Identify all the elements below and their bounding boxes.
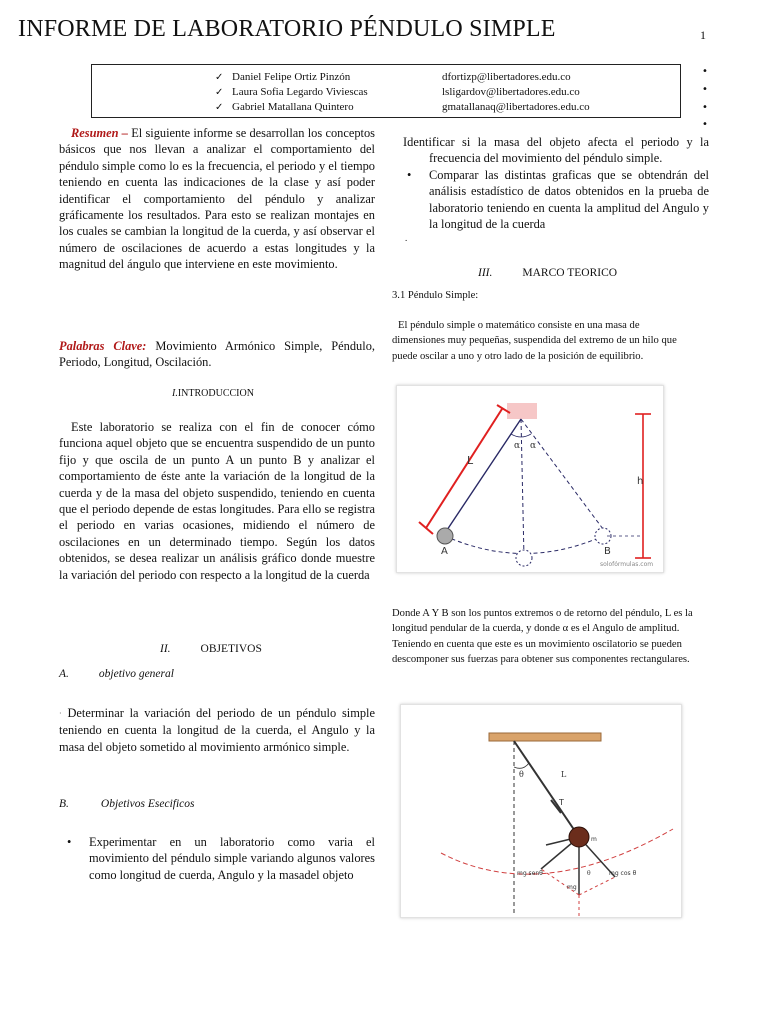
keywords-paragraph <box>59 338 375 371</box>
label-T: T <box>559 798 564 807</box>
label-mg: mg <box>567 884 577 891</box>
abstract-text: El siguiente informe se desarrollan los conceptos básicos que nos llevan a analizar el comportamiento del péndulo simple como lo es la frecuencia, el periodo y el tiempo teniendo en cuenta las indicaciones de la clase y así poder identificar el comportamiento del péndulo y analizar gráficamente los resultados. Para esto se realizan montajes en los cuales se cambian la longitud de la cuerda, y así observar el número de oscilaciones de acuerdo a estas longitudes y la magnitud del ángulo que interviene en este movimiento. <box>59 126 375 272</box>
trajectory-arc <box>441 829 673 874</box>
list-item: Identificar si la masa del objeto afecta el periodo y la frecuencia del movimiento del péndulo simple. <box>403 135 709 166</box>
length-tick <box>419 522 433 534</box>
author-name: Daniel Felipe Ortiz Pinzón <box>232 71 351 83</box>
keywords-label: Palabras Clave: <box>59 339 147 353</box>
section-heading-objectives: II. OBJETIVOS <box>160 643 262 655</box>
general-objective-text: · Determinar la variación del periodo de un péndulo simple teniendo en cuenta la longitud de la cuerda, el Angulo y la masa del objeto sometido al movimiento armónico simple. <box>59 706 375 754</box>
pendulum-svg <box>397 386 663 572</box>
label-theta: θ <box>587 870 591 877</box>
author-email: gmatallanaq@libertadores.edu.co <box>442 101 590 113</box>
pendulum-string <box>514 741 579 837</box>
author-email: lsligardov@libertadores.edu.co <box>442 86 580 98</box>
bullet-mark: • <box>702 84 708 95</box>
pendulum-string-dashed <box>521 419 603 529</box>
label-L: L <box>561 770 567 779</box>
author-name: Gabriel Matallana Quintero <box>232 101 354 113</box>
credit-text: solofórmulas.com <box>600 561 654 568</box>
force-diagram <box>400 704 682 918</box>
label-h: h <box>637 476 644 487</box>
label-A: A <box>441 546 448 557</box>
introduction-paragraph: Este laboratorio se realiza con el fin de conocer cómo funciona aquel objeto que se encuentra suspendido de un punto fijo y que oscila de un punto A un punto B y analizar el comportamiento de éste ante la variación de la longitud de la cuerda y de la masa del objeto suspendido, teniendo en cuenta que el periodo depende de estas longitudes. Para ello se registra el periodo en varias ocasiones, midiendo el número de oscilaciones en un determinado tiempo. Según los datos obtenidos, se desea realizar un análisis gráfico donde muestre la variación del periodo con respecto a la longitud de la cuerda <box>59 420 375 582</box>
author-row <box>92 100 680 115</box>
label-B: B <box>604 546 611 557</box>
checkmark-icon: ✓ <box>215 72 224 83</box>
authors-box <box>91 64 681 118</box>
ceiling-beam <box>489 733 601 741</box>
subsection-title: 3.1 Péndulo Simple: <box>392 290 479 301</box>
subheading-specific-objectives: B. Objetivos Esecificos <box>59 798 195 810</box>
bob-a <box>437 528 453 544</box>
label-L: L <box>467 454 474 467</box>
label-mg-cos: mg cos θ <box>609 870 637 877</box>
bullet-mark: • <box>702 102 708 113</box>
author-row <box>92 85 680 100</box>
author-email: dfortizp@libertadores.edu.co <box>442 71 571 83</box>
author-row <box>92 70 680 85</box>
checkmark-icon: ✓ <box>215 87 224 98</box>
label-mg-sen: mg senθ <box>517 870 543 877</box>
author-name: Laura Sofia Legardo Viviescas <box>232 86 368 98</box>
subheading-general-objective: A. objetivo general <box>59 668 174 680</box>
abstract-paragraph <box>59 125 375 273</box>
page-number: 1 <box>700 28 706 42</box>
section-heading-introduction: I.INTRODUCCION <box>172 388 254 399</box>
bullet-mark: • <box>702 119 708 130</box>
label-alpha: α <box>514 441 521 451</box>
stray-dot: . <box>405 233 408 244</box>
pendulum-diagram <box>396 385 664 573</box>
keywords-text: Movimiento Armónico Simple, Péndulo, Periodo, Longitud, Oscilación. <box>59 339 375 370</box>
pendulum-bob <box>569 827 589 847</box>
document-title: INFORME DE LABORATORIO PÉNDULO SIMPLE <box>18 16 556 42</box>
ceiling-support <box>507 403 537 419</box>
abstract-label: Resumen – <box>71 126 128 140</box>
label-alpha: α <box>530 441 537 451</box>
explanation-paragraph: Donde A Y B son los puntos extremos o de retorno del péndulo, L es la longitud pendular de la cuerda, y donde α es el Angulo de amplitud. Teniendo en cuenta que este es un movimiento oscilatorio se pueden descomponer sus fuerzas para obtener sus componentes rectangulares. <box>392 608 693 666</box>
specific-objectives-continued <box>399 134 709 244</box>
definition-paragraph: El péndulo simple o matemático consiste en una masa de dimensiones muy pequeñas, suspendida del extremo de un hilo que puede oscilar a uno y otro lado de la posición de equilibrio. <box>392 320 677 362</box>
pendulum-string <box>445 419 521 533</box>
length-dimension-line <box>426 409 502 528</box>
bullet-mark: • <box>702 66 708 77</box>
force-svg <box>401 705 681 917</box>
vertical-axis <box>521 419 524 558</box>
checkmark-icon: ✓ <box>215 102 224 113</box>
bob-center <box>516 550 532 566</box>
list-item: • Experimentar en un laboratorio como varia el movimiento del péndulo simple variando algunos valores como longitud de cuerda, Angulo y la masadel objeto <box>89 834 375 883</box>
label-theta: θ <box>519 770 524 779</box>
label-m: m <box>591 836 597 843</box>
section-heading-marco-teorico: III. MARCO TEORICO <box>478 267 618 279</box>
list-item: • Comparar las distintas graficas que se obtendrán del análisis estadístico de datos obtenidos en la prueba de laboratorio teniendo en cuenta la amplitud del Angulo y la longitud de la cuerda <box>429 167 709 233</box>
specific-objectives-list <box>59 834 375 883</box>
